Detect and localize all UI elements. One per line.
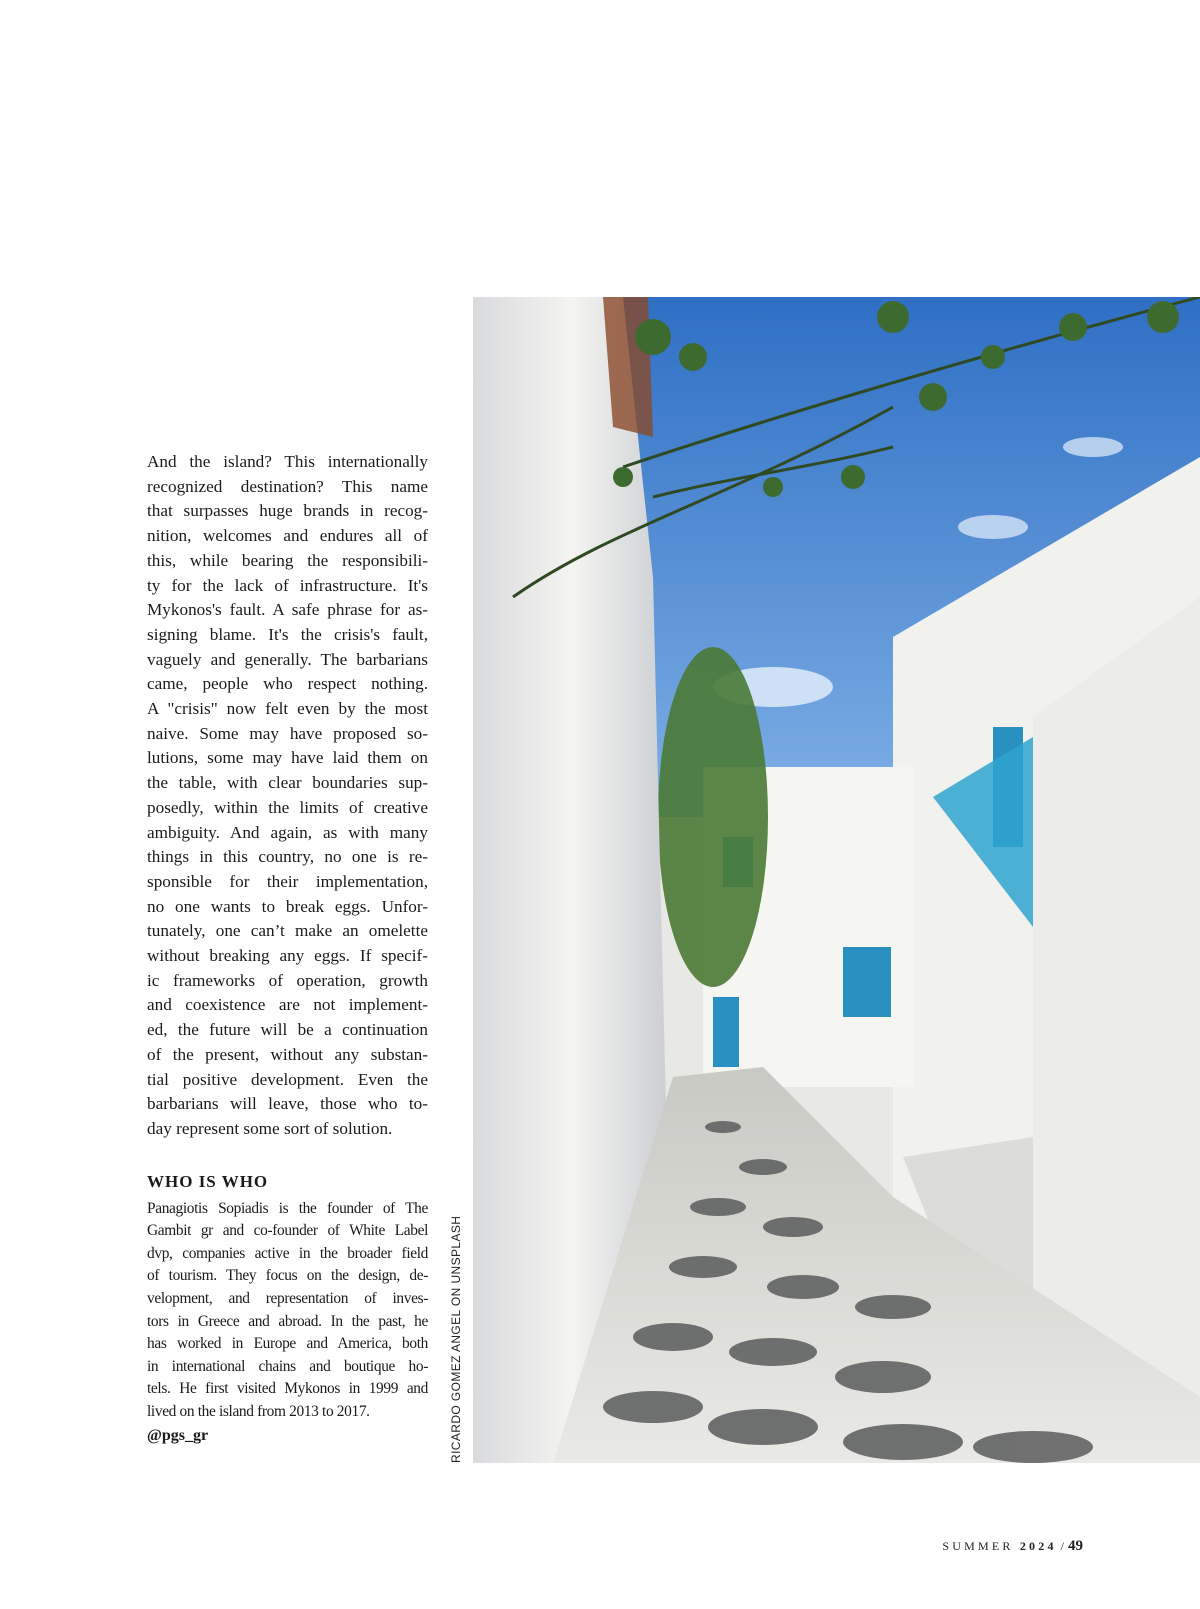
body-line: signing blame. It's the crisis's fault, bbox=[147, 624, 428, 644]
page-folio bbox=[942, 1538, 1083, 1555]
body-line: A "crisis" now felt even by the most bbox=[147, 699, 428, 719]
bio-line: in international chains and boutique ho- bbox=[147, 1357, 428, 1375]
bio-line: velopment, and representation of inves- bbox=[147, 1290, 428, 1308]
body-line: And the island? This internationally bbox=[147, 452, 428, 471]
bio-line: has worked in Europe and America, both bbox=[147, 1335, 428, 1353]
blue-door-far bbox=[713, 997, 739, 1067]
body-line: naive. Some may have proposed so- bbox=[147, 723, 428, 743]
issue-year: 2024 bbox=[1019, 1539, 1057, 1553]
bio-line: dvp, companies active in the broader field bbox=[147, 1244, 428, 1262]
body-line: vaguely and generally. The barbarians bbox=[147, 649, 428, 669]
body-line: recognized destination? This name bbox=[147, 476, 428, 496]
body-line: barbarians will leave, those who to- bbox=[147, 1094, 428, 1114]
issue-season: SUMMER bbox=[942, 1539, 1014, 1553]
body-line: ambiguity. And again, as with many bbox=[147, 822, 428, 842]
green-vine bbox=[658, 647, 768, 987]
bio-text bbox=[147, 1198, 428, 1424]
body-line: lutions, some may have laid them on bbox=[147, 748, 428, 768]
bio-line: tels. He first visited Mykonos in 1999 and bbox=[147, 1380, 428, 1398]
body-line: ed, the future will be a continuation bbox=[147, 1020, 428, 1040]
body-line: without breaking any eggs. If specif- bbox=[147, 946, 428, 966]
body-line: day represent some sort of solution. bbox=[147, 1118, 393, 1138]
body-line: came, people who respect nothing. bbox=[147, 674, 428, 694]
body-line: tunately, one can’t make an omelette bbox=[147, 921, 428, 941]
body-line: ic frameworks of operation, growth bbox=[147, 970, 428, 990]
body-line: ty for the lack of infrastructure. It's bbox=[147, 575, 428, 595]
bio-line: Panagiotis Sopiadis is the founder of The bbox=[147, 1199, 428, 1217]
bio-line: tors in Greece and abroad. In the past, he bbox=[147, 1312, 428, 1330]
body-line: that surpasses huge brands in recog- bbox=[147, 501, 428, 521]
page-number: 49 bbox=[1068, 1538, 1083, 1554]
bio-line: Gambit gr and co-founder of White Label bbox=[147, 1222, 428, 1240]
photo-illustration bbox=[473, 297, 1200, 1463]
photo-credit: RICARDO GOMEZ ANGEL ON UNSPLASH bbox=[449, 1215, 463, 1463]
body-line: tial positive development. Even the bbox=[147, 1069, 428, 1089]
blue-door-middle bbox=[843, 947, 891, 1017]
article-body bbox=[147, 450, 428, 1142]
body-line: of the present, without any substan- bbox=[147, 1044, 428, 1064]
body-line: and coexistence are not implement- bbox=[147, 995, 428, 1015]
author-handle: @pgs_gr bbox=[147, 1426, 209, 1444]
bio-heading: WHO IS WHO bbox=[147, 1171, 269, 1191]
body-line: this, while bearing the responsibili- bbox=[147, 550, 428, 570]
body-line: the table, with clear boundaries sup- bbox=[147, 773, 428, 793]
bio-line: lived on the island from 2013 to 2017. bbox=[147, 1403, 370, 1421]
folio-separator: / bbox=[1060, 1539, 1064, 1553]
bio-line: of tourism. They focus on the design, de- bbox=[147, 1267, 428, 1285]
body-line: things in this country, no one is re- bbox=[147, 847, 428, 867]
article-column bbox=[147, 450, 428, 1448]
issue-label bbox=[942, 1539, 1056, 1553]
body-line: Mykonos's fault. A safe phrase for as- bbox=[147, 600, 428, 620]
body-line: posedly, within the limits of creative bbox=[147, 797, 428, 817]
body-line: no one wants to break eggs. Unfor- bbox=[147, 896, 428, 916]
mykonos-alley-photo bbox=[473, 297, 1200, 1463]
body-line: sponsible for their implementation, bbox=[147, 871, 428, 891]
body-line: nition, welcomes and endures all of bbox=[147, 526, 428, 546]
